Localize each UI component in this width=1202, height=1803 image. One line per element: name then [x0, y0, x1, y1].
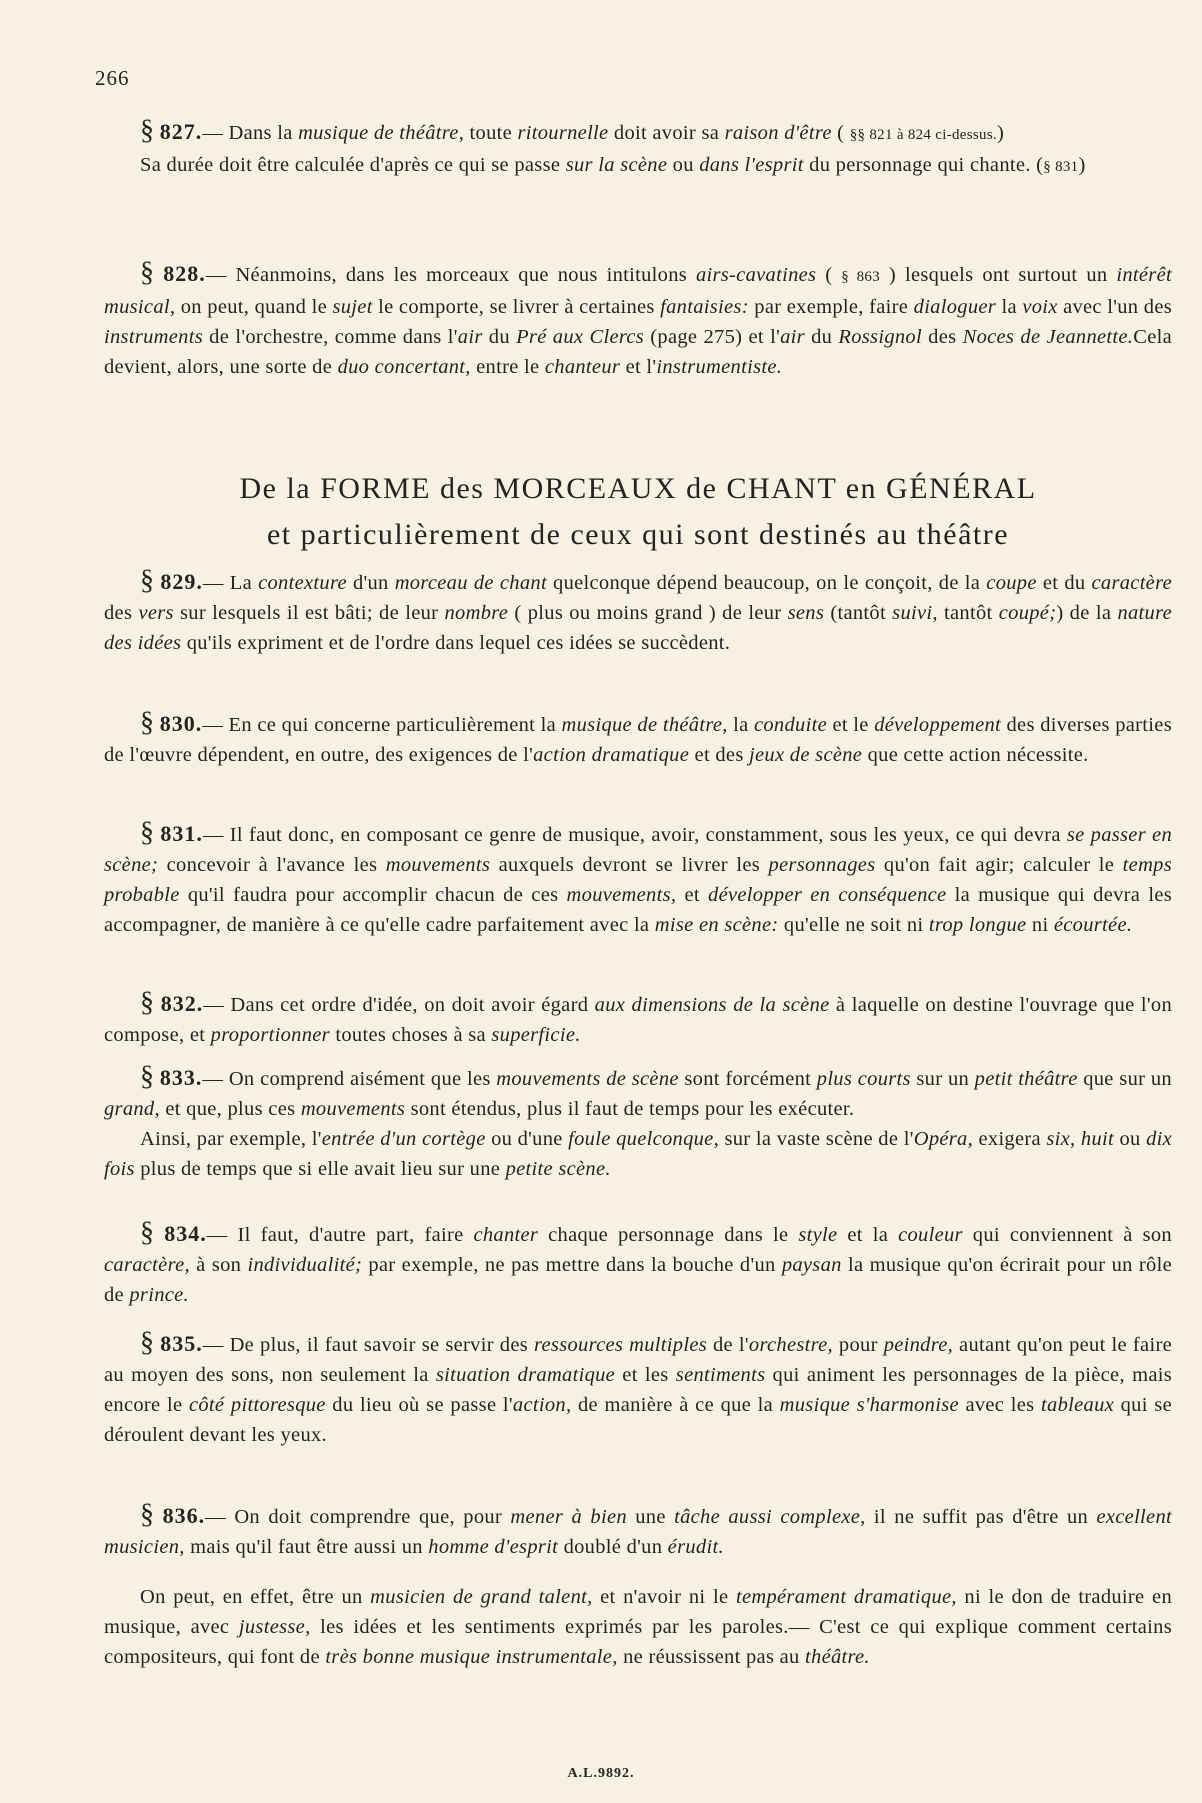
paragraph-829 — [104, 566, 1172, 658]
plate-number: A.L.9892. — [567, 1766, 635, 1781]
paragraph-836 — [104, 1500, 1172, 1562]
paragraph-827-continuation: Sa durée doit être calculée d'après ce qui se passe sur la scène ou dans l'esprit du personnage qui chante. (§ 831) — [140, 154, 1086, 176]
paragraph-831 — [104, 818, 1172, 940]
page-number: 266 — [95, 66, 130, 90]
paragraph-833-text: § 833.— On comprend aisément que les mouvements de scène sont forcément plus courts sur un petit théâtre que sur un grand, et que, plus ces mouvements sont étendus, plus il faut de temps pour les exécuter. — [104, 1061, 1172, 1120]
paragraph-827 — [104, 116, 1172, 182]
paragraph-831-text: § 831.— Il faut donc, en composant ce genre de musique, avoir, constamment, sous les yeux, ce qui devra se passer en scène; concevoir à l'avance les mouvements auxquels devront se livrer les personnages qu'on fait agir; calculer le temps probable qu'il faudra pour accomplir chacun de ces mouvements, et développer en conséquence la musique qui devra les accompagner, de manière à ce qu'elle cadre parfaitement avec la mise en scène: qu'elle ne soit ni trop longue ni écourtée. — [104, 817, 1173, 936]
paragraph-832-text: § 832.— Dans cet ordre d'idée, on doit avoir égard aux dimensions de la scène à laquelle on destine l'ouvrage que l'on compose, et proportionner toutes choses à sa superficie. — [104, 987, 1172, 1046]
section-heading — [104, 468, 1172, 556]
paragraph-829-text: § 829.— La contexture d'un morceau de chant quelconque dépend beaucoup, on le conçoit, de la coupe et du caractère des vers sur lesquels il est bâti; de leur nombre ( plus ou moins grand ) de leur sens (tantôt suivi, tantôt coupé;) de la nature des idées qu'ils expriment et de l'ordre dans lequel ces idées se succèdent. — [104, 565, 1173, 654]
paragraph-827-text: § 827.— Dans la musique de théâtre, toute ritournelle doit avoir sa raison d'être ( §§ 821 à 824 ci-dessus.) — [140, 115, 1005, 146]
paragraph-833 — [104, 1062, 1172, 1184]
paragraph-835 — [104, 1328, 1172, 1450]
paragraph-828 — [104, 258, 1172, 382]
paragraph-final-text: On peut, en effet, être un musicien de grand talent, et n'avoir ni le tempérament dramatique, ni le don de traduire en musique, avec justesse, les idées et les sentiments exprimés par les paroles.— C'est ce qui explique comment certains compositeurs, qui font de très bonne musique instrumentale, ne réussissent pas au théâtre. — [104, 1586, 1173, 1668]
paragraph-828-text: § 828.— Néanmoins, dans les morceaux que nous intitulons airs-cavatines ( § 863 ) lesquels ont surtout un intérêt musical, on peut, quand le sujet le comporte, se livrer à certaines fantaisies: par exemple, faire dialoguer la voix avec l'un des instruments de l'orchestre, comme dans l'air du Pré aux Clercs (page 275) et l'air du Rossignol des Noces de Jeannette.Cela devient, alors, une sorte de duo concertant, entre le chanteur et l'instrumentiste. — [104, 257, 1172, 378]
paragraph-835-text: § 835.— De plus, il faut savoir se servir des ressources multiples de l'orchestre, pour peindre, autant qu'on peut le faire au moyen des sons, non seulement la situation dramatique et les sentiments qui animent les personnages de la pièce, mais encore le côté pittoresque du lieu où se passe l'action, de manière à ce que la musique s'harmonise avec les tableaux qui se déroulent devant les yeux. — [104, 1327, 1172, 1446]
section-heading-line-1: De la FORME des MORCEAUX de CHANT en GÉNÉRAL — [239, 472, 1037, 505]
paragraph-834 — [104, 1218, 1172, 1310]
paragraph-833-continuation: Ainsi, par exemple, l'entrée d'un cortège ou d'une foule quelconque, sur la vaste scène de l'Opéra, exigera six, huit ou dix fois plus de temps que si elle avait lieu sur une petite scène. — [104, 1128, 1173, 1180]
paragraph-832 — [104, 988, 1172, 1050]
paragraph-834-text: § 834.— Il faut, d'autre part, faire chanter chaque personnage dans le style et la couleur qui conviennent à son caractère, à son individualité; par exemple, ne pas mettre dans la bouche d'un paysan la musique qu'on écrirait pour un rôle de prince. — [104, 1217, 1172, 1306]
section-heading-line-2: et particulièrement de ceux qui sont destinés au théâtre — [266, 518, 1010, 551]
paragraph-836-text: § 836.— On doit comprendre que, pour mener à bien une tâche aussi complexe, il ne suffit pas d'être un excellent musicien, mais qu'il faut être aussi un homme d'esprit doublé d'un érudit. — [104, 1499, 1172, 1558]
paragraph-final — [104, 1582, 1172, 1672]
paragraph-830 — [104, 708, 1172, 770]
paragraph-830-text: § 830.— En ce qui concerne particulièrement la musique de théâtre, la conduite et le développement des diverses parties de l'œuvre dépendent, en outre, des exigences de l'action dramatique et des jeux de scène que cette action nécessite. — [104, 707, 1172, 766]
